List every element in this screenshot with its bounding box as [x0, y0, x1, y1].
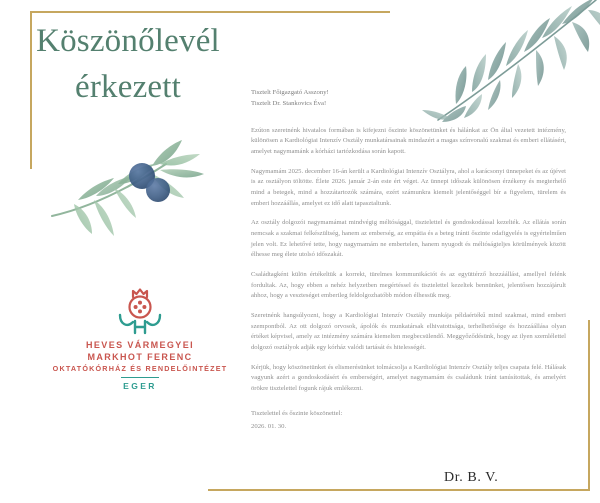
- letter-paragraph: Nagymamám 2025. december 16-án került a Kardiológiai Intenzív Osztályra, ahol a karácsonyi ünnepeket és az újévet is az osztályon töltötte. Élete 2026. január 2-án este ért véget. Az ünnepi időszak különösen érzékeny és megterhelő mind a betegek, mind a hozzátartozók számára, ezért számunkra kiemelt jelentőséggel bír a figyelem, türelem és emberi hozzáállás, amelyet ez idő alatt tapasztaltunk.: [251, 167, 566, 207]
- letter-paragraph: Ezúton szeretnénk hivatalos formában is kifejezni őszinte köszönetünket és hálánkat az Ön által vezetett intézmény, különösen a Kardiológiai Intenzív Osztály munkatársainak mindazért a magas színvonalú szakmai és emberi ellátásért, amelyet nagymamánk a kórházi tartózkodása során kapott.: [251, 126, 566, 156]
- frame-bottom-border: [208, 489, 590, 491]
- letter-signature: Dr. B. V.: [444, 470, 499, 485]
- letter-date: 2026. 01. 30.: [251, 423, 287, 431]
- frame-right-border: [588, 320, 590, 491]
- closing-phrase: Tisztelettel és őszinte köszönettel:: [251, 409, 343, 417]
- salutation-line-2: Tisztelt Dr. Stankovics Éva!: [251, 99, 327, 107]
- page-title-line-1: Köszönőlevél: [36, 23, 220, 59]
- letter-paragraph: Családtagként külön értékeltük a korrekt, türelmes kommunikációt és az együttérző hozzáállást, amellyel felénk fordultak. Az, hogy ebben a nehéz helyzetben megértéssel és tisztelettel kezeltek bennünket, jelentősen hozzájárult ahhoz, hogy a veszteséget emberileg feldolgozhatóbb módon élhessük meg.: [251, 271, 566, 300]
- page-title-line-2: érkezett: [74, 68, 181, 105]
- letter-paragraph: Szeretnénk hangsúlyozni, hogy a Kardiológiai Intenzív Osztály munkája példaértékű mind szakmai, mind emberi szempontból. Az ott dolgozó orvosok, ápolók és munkatársak elhivatottsága, terhelhetősége és hozzáállása olyan értéket képvisel, amely az intézmény számára kiemelten megbecsülendő. Meggyőződésünk, hogy az ilyen szemlélettel dolgozó osztályok adják egy kórház valódi tartását és hitelességét.: [251, 312, 566, 352]
- logo-divider: [121, 377, 159, 378]
- letter-paragraph: Kérjük, hogy köszönetünket és elismerésünket tolmácsolja a Kardiológiai Intenzív Osztály teljes csapata felé. Hálásak vagyunk azért a gondoskodásért és emberségért, amelyet nagymamám és családunk iránt tanúsítottak, és amelyért örökre tisztelettel fogunk rájuk emlékezni.: [251, 363, 566, 393]
- salutation-line-1: Tisztelt Főigazgató Asszony!: [251, 89, 329, 96]
- olive-branch-illustration: [48, 138, 228, 258]
- letter-body: [251, 88, 566, 434]
- logo-line-2: MARKHOT FERENC: [87, 352, 193, 362]
- logo-line-4: EGER: [123, 381, 157, 392]
- olive-fruit: [146, 178, 170, 202]
- hospital-emblem-icon: [114, 288, 166, 336]
- letter-paragraph: Az osztály dolgozói nagymamámat mindvégig méltósággal, tisztelettel és gondoskodással kezelték. Az ellátás során nemcsak a szakmai felkészültség, hanem az emberség, az empátia és a beteg iránti őszinte odafigyelés is egyértelműen jelen volt. Ez lehetővé tette, hogy nagymamám ne embertelen, hanem nyugodt és méltóságteljes körülmények között élhesse meg élete utolsó időszakát.: [251, 219, 566, 259]
- page-title: [18, 22, 238, 107]
- frame-top-border: [30, 11, 390, 13]
- letter-salutation: [251, 88, 566, 110]
- letter-closing: [251, 407, 566, 434]
- logo-line-3: OKTATÓKÓRHÁZ ÉS RENDELŐINTÉZET: [52, 364, 228, 373]
- logo-line-1: HEVES VÁRMEGYEI: [85, 340, 195, 350]
- hospital-logo: [44, 288, 236, 391]
